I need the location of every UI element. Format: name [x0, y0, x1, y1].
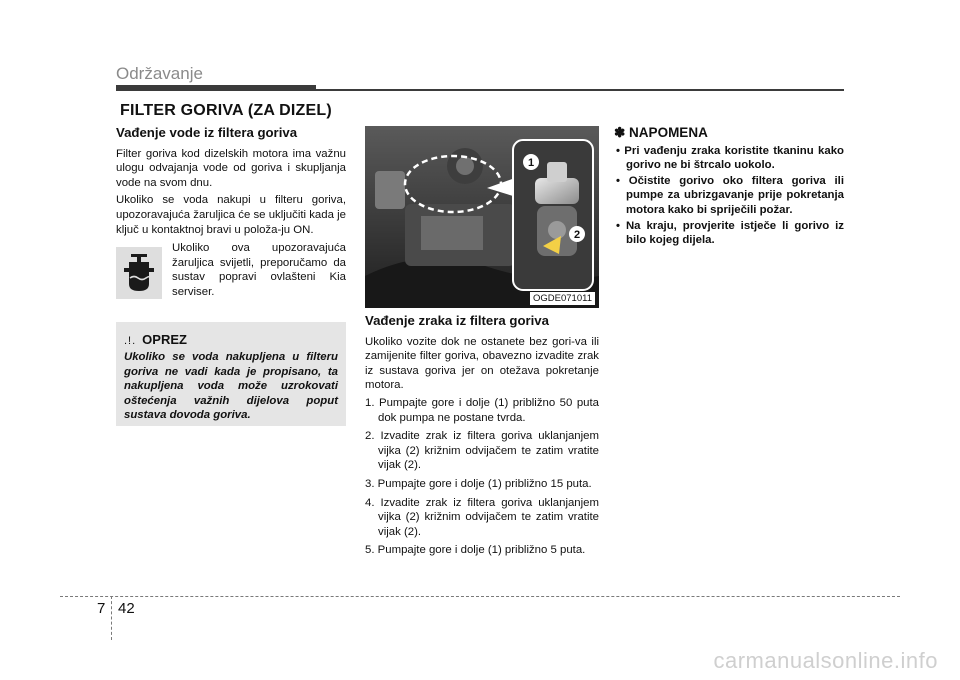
water-removal-heading: Vađenje vode iz filtera goriva — [116, 125, 298, 140]
note-item: • Pri vađenju zraka koristite tkaninu kako gorivo ne bi štrcalo uokolo. — [616, 144, 844, 172]
page-title: FILTER GORIVA (ZA DIZEL) — [120, 102, 332, 119]
photo-callout-1: 1 — [527, 157, 535, 169]
watermark: carmanualsonline.info — [713, 648, 938, 673]
column-air-removal — [365, 314, 599, 562]
caution-text: Ukoliko se voda nakupljena u filteru goriva ne vadi kada je propisano, ta nakupljena voda može uzrokovati oštećenja važnih dijelova poput sustava dovoda goriva. — [124, 351, 338, 422]
header-rule — [316, 89, 844, 91]
caution-title-label: OPREZ — [142, 332, 187, 347]
column-note — [614, 126, 844, 249]
step-item: 2. Izvadite zrak iz filtera goriva uklanjanjem vijka (2) križnim odvijačem te zatim vratite vijak (2). — [365, 430, 599, 472]
note-item: • Očistite gorivo oko filtera goriva ili pumpe za ubrizgavanje prije pokretanja motora kako bi spriječili požar. — [616, 174, 844, 216]
engine-photo — [365, 126, 599, 308]
photo-callout-2: 2 — [573, 229, 581, 241]
footer-rule — [60, 596, 900, 597]
engine-bay-illustration — [365, 126, 599, 308]
footer-separator — [111, 596, 112, 640]
step-item: 1. Pumpajte gore i dolje (1) približno 50 puta dok pumpa ne postane tvrda. — [365, 396, 599, 424]
step-item: 4. Izvadite zrak iz filtera goriva uklanjanjem vijka (2) križnim odvijačem te zatim vratite vijak (2). — [365, 496, 599, 538]
step-item: 3. Pumpajte gore i dolje (1) približno 15 puta. — [365, 477, 592, 490]
chapter-number: 7 — [97, 600, 106, 617]
step-item: 5. Pumpajte gore i dolje (1) približno 5 puta. — [365, 544, 586, 557]
water-removal-paragraph-2: Ukoliko se voda nakupi u filteru goriva, upozoravajuća žaruljica će se uključiti kada je ključ u kontaktnoj bravi u položa-ju ON. — [116, 194, 346, 236]
air-removal-steps — [365, 396, 599, 558]
caution-title — [124, 332, 187, 347]
note-list — [614, 144, 844, 248]
caution-box — [116, 322, 346, 426]
warning-light-text: Ukoliko ova upozoravajuća žaruljica svijetli, preporučamo da sustav popravi ovlašteni Kia serviser. — [172, 242, 346, 298]
water-in-fuel-warning-icon — [116, 247, 162, 299]
warning-light-row — [116, 241, 346, 301]
water-removal-paragraph-1: Filter goriva kod dizelskih motora ima važnu ulogu odvajanja vode od goriva i skupljanja vode na svom dnu. — [116, 147, 346, 189]
note-heading: ✽ NAPOMENA — [614, 125, 708, 140]
section-title: Održavanje — [116, 64, 203, 83]
caution-exclamation-icon: .!. — [124, 335, 137, 347]
photo-caption: OGDE071011 — [530, 292, 595, 305]
note-item: • Na kraju, provjerite istječe li gorivo iz bilo kojeg dijela. — [616, 219, 844, 247]
column-water-removal — [116, 126, 346, 301]
air-removal-intro: Ukoliko vozite dok ne ostanete bez gori-va ili zamijenite filter goriva, obavezno izvadite zrak iz sustava goriva jer on otežava pokretanje motora. — [365, 335, 599, 392]
page-number: 42 — [118, 600, 135, 617]
header-bar — [116, 85, 316, 91]
air-removal-heading: Vađenje zraka iz filtera goriva — [365, 313, 549, 328]
